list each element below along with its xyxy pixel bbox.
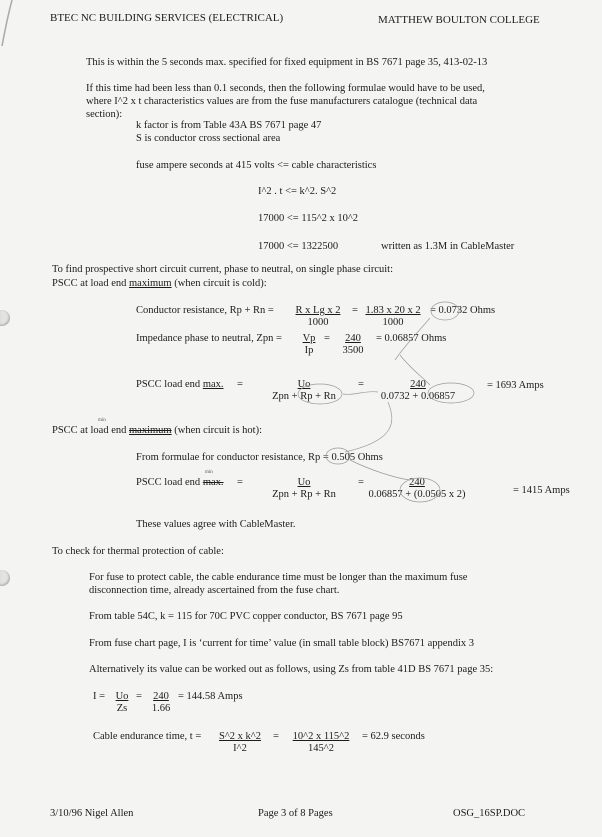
intro-paragraph-2-line-3: section): bbox=[86, 109, 123, 120]
thermal-p3: From fuse chart page, I is ‘current for time’ value (in small table block) BS7671 appendix 3 bbox=[89, 638, 474, 649]
k-factor-note: k factor is from Table 43A BS 7671 page 47 bbox=[136, 120, 322, 131]
equation-2: 17000 <= 115^2 x 10^2 bbox=[258, 213, 359, 224]
current-values: $\frac{240}{1.66}$ bbox=[151, 691, 171, 714]
pscc-hot-fraction: Uo Zpn + Rp + Rn bbox=[272, 477, 336, 500]
footer-author-date: 3/10/96 Nigel Allen bbox=[50, 808, 134, 819]
current-label: I = bbox=[93, 691, 106, 702]
endurance-fraction: $\frac{\text{S\textasciicircum{}2 x k\textasciicircum{}2}}{I\^{}2}$ bbox=[219, 731, 261, 754]
endurance-values: $\frac{10\^{}2 x 115\^{}2}{145\^{}2}$ bbox=[292, 731, 350, 754]
impedance-result: = 0.06857 Ohms bbox=[376, 333, 447, 344]
pscc-hot-label: PSCC load end max. bbox=[136, 477, 224, 488]
intro-paragraph-2-line-2: where I^2 x t characteristics values are from the fuse manufacturers catalogue (technical data bbox=[86, 96, 478, 107]
punch-hole bbox=[0, 570, 10, 586]
pscc-heading: To find prospective short circuit current, phase to neutral, on single phase circuit: bbox=[52, 264, 393, 275]
pscc-cold-heading: PSCC at load end maximum (when circuit is cold): bbox=[52, 278, 267, 289]
impedance-label: Impedance phase to neutral, Zpn = bbox=[136, 333, 282, 344]
current-fraction: $\frac{Uo}{Zs}$ bbox=[115, 691, 129, 714]
fuse-ampere-line: fuse ampere seconds at 415 volts <= cable characteristics bbox=[136, 160, 377, 171]
conductor-resistance-result: = 0.0732 Ohms bbox=[430, 305, 496, 316]
impedance-values: $\frac{240}{3500}$ bbox=[342, 333, 364, 356]
handwritten-annotation-min: min bbox=[98, 418, 106, 423]
pscc-max-fraction: Uo Zpn + Rp + Rn bbox=[272, 379, 336, 402]
endurance-result: = 62.9 seconds bbox=[362, 731, 425, 742]
pscc-max-result: = 1693 Amps bbox=[487, 380, 544, 391]
equation-1: I^2 . t <= k^2. S^2 bbox=[258, 186, 337, 197]
agree-note: These values agree with CableMaster. bbox=[136, 519, 296, 530]
s-definition: S is conductor cross sectional area bbox=[136, 133, 281, 144]
conductor-resistance-fraction: $\frac{\text{R x Lg x 2}}{1000}$ bbox=[295, 305, 341, 328]
endurance-label: Cable endurance time, t = bbox=[93, 731, 202, 742]
intro-paragraph-1: This is within the 5 seconds max. specified for fixed equipment in BS 7671 page 35, 413-02-13 bbox=[86, 57, 488, 68]
conductor-resistance-values: $\frac{1.83 x 20 x 2}{1000}$ bbox=[365, 305, 421, 328]
footer-page-number: Page 3 of 8 Pages bbox=[258, 808, 333, 819]
equation-3: 17000 <= 1322500 bbox=[258, 241, 339, 252]
intro-paragraph-2-line-1: If this time had been less than 0.1 seconds, then the following formulae would have to be used, bbox=[86, 83, 485, 94]
thermal-p1-line-2: disconnection time, already ascertained from the fuse chart. bbox=[89, 585, 340, 596]
header-left: BTEC NC BUILDING SERVICES (ELECTRICAL) bbox=[50, 12, 284, 24]
punch-hole bbox=[0, 310, 10, 326]
thermal-heading: To check for thermal protection of cable: bbox=[52, 546, 224, 557]
thermal-p1-line-1: For fuse to protect cable, the cable endurance time must be longer than the maximum fuse bbox=[89, 572, 468, 583]
current-result: = 144.58 Amps bbox=[178, 691, 243, 702]
handwritten-annotation-min-2: min bbox=[205, 470, 213, 475]
pscc-max-values: $\frac{240}{0.0732 + 0.06857}$ bbox=[380, 379, 456, 402]
pscc-hot-heading: PSCC at load end maximum (when circuit is hot): bbox=[52, 425, 263, 436]
conductor-resistance-label: Conductor resistance, Rp + Rn = bbox=[136, 305, 274, 316]
hot-formula-line: From formulae for conductor resistance, Rp = 0.505 Ohms bbox=[136, 452, 383, 463]
thermal-p2: From table 54C, k = 115 for 70C PVC copper conductor, BS 7671 page 95 bbox=[89, 611, 403, 622]
impedance-fraction: $\frac{Vp}{Ip}$ bbox=[302, 333, 316, 356]
thermal-p4: Alternatively its value can be worked out as follows, using Zs from table 41D BS 7671 page 35: bbox=[89, 664, 494, 675]
header-right: MATTHEW BOULTON COLLEGE bbox=[378, 14, 540, 26]
footer-filename: OSG_16SP.DOC bbox=[453, 808, 526, 819]
pscc-max-label: PSCC load end max. bbox=[136, 379, 224, 390]
maximum-underlined: maximum bbox=[129, 278, 172, 289]
equation-3-note: written as 1.3M in CableMaster bbox=[381, 241, 515, 252]
pscc-hot-values: $\frac{240}{0.06857 + (0.0505 x 2)}$ bbox=[368, 477, 466, 500]
pscc-hot-result: = 1415 Amps bbox=[513, 485, 570, 496]
